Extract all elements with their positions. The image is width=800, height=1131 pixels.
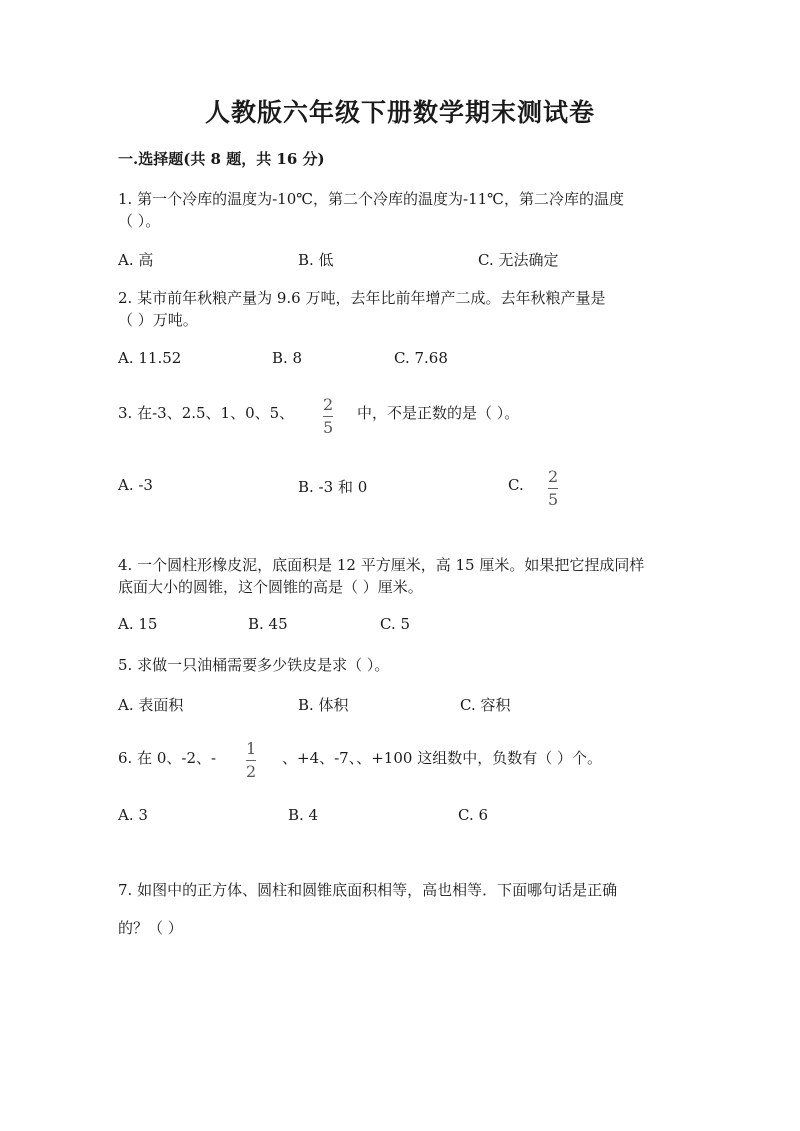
fraction-numerator: 1 bbox=[246, 739, 257, 758]
question-2-option-b: B. 8 bbox=[272, 349, 303, 367]
question-4-option-c: C. 5 bbox=[380, 615, 411, 633]
question-6-text-before: 6. 在 0、-2、- bbox=[118, 749, 217, 767]
question-5-option-a: A. 表面积 bbox=[118, 696, 184, 714]
question-5-option-c: C. 容积 bbox=[460, 696, 511, 714]
question-4-line-1: 4. 一个圆柱形橡皮泥，底面积是 12 平方厘米，高 15 厘米。如果把它捏成同样 bbox=[118, 556, 645, 574]
question-1-line-2: （ ）。 bbox=[118, 212, 161, 230]
question-4-option-b: B. 45 bbox=[248, 615, 288, 633]
question-1-option-a: A. 高 bbox=[118, 251, 154, 269]
question-6-option-a: A. 3 bbox=[118, 806, 148, 824]
fraction-denominator: 5 bbox=[323, 418, 334, 437]
question-6-fraction bbox=[244, 741, 258, 780]
question-3-text-after: 中，不是正数的是（ ）。 bbox=[357, 404, 520, 422]
question-4-option-a: A. 15 bbox=[118, 615, 158, 633]
question-3-text-before: 3. 在-3、2.5、1、0、5、 bbox=[118, 404, 295, 422]
question-1-option-b: B. 低 bbox=[298, 251, 334, 269]
question-5-line-1: 5. 求做一只油桶需要多少铁皮是求（ ）。 bbox=[118, 656, 390, 674]
question-4-line-2: 底面大小的圆锥，这个圆锥的高是（ ）厘米。 bbox=[118, 578, 423, 596]
question-2-line-2: （ ）万吨。 bbox=[118, 311, 198, 329]
page-title: 人教版六年级下册数学期末测试卷 bbox=[204, 98, 595, 127]
question-7-line-2: 的？（ ） bbox=[118, 919, 183, 937]
question-5-option-b: B. 体积 bbox=[298, 696, 349, 714]
question-7-line-1: 7. 如图中的正方体、圆柱和圆锥底面积相等，高也相等．下面哪句话是正确 bbox=[118, 881, 618, 899]
fraction-denominator: 5 bbox=[548, 490, 559, 509]
question-2-line-1: 2. 某市前年秋粮产量为 9.6 万吨，去年比前年增产二成。去年秋粮产量是 bbox=[118, 289, 606, 307]
question-3-option-a: A. -3 bbox=[118, 476, 153, 494]
question-1-line-1: 1. 第一个冷库的温度为-10℃，第二个冷库的温度为-11℃，第二冷库的温度 bbox=[118, 190, 624, 208]
question-2-option-a: A. 11.52 bbox=[118, 349, 182, 367]
question-1-option-c: C. 无法确定 bbox=[478, 251, 559, 269]
question-3-option-c-fraction bbox=[546, 469, 560, 508]
question-2-option-c: C. 7.68 bbox=[394, 349, 448, 367]
fraction-denominator: 2 bbox=[246, 762, 257, 781]
fraction-numerator: 2 bbox=[323, 395, 334, 414]
question-3-option-b: B. -3 和 0 bbox=[298, 478, 368, 496]
section-heading: 一.选择题(共 8 题，共 16 分) bbox=[118, 150, 325, 168]
question-3-option-c: C. bbox=[508, 476, 524, 494]
fraction-numerator: 2 bbox=[548, 467, 559, 486]
question-6-option-c: C. 6 bbox=[458, 806, 489, 824]
question-6-text-after: 、+4、-7、、+100 这组数中，负数有（ ）个。 bbox=[282, 749, 602, 767]
question-3-fraction bbox=[321, 397, 335, 436]
question-6-option-b: B. 4 bbox=[288, 806, 319, 824]
